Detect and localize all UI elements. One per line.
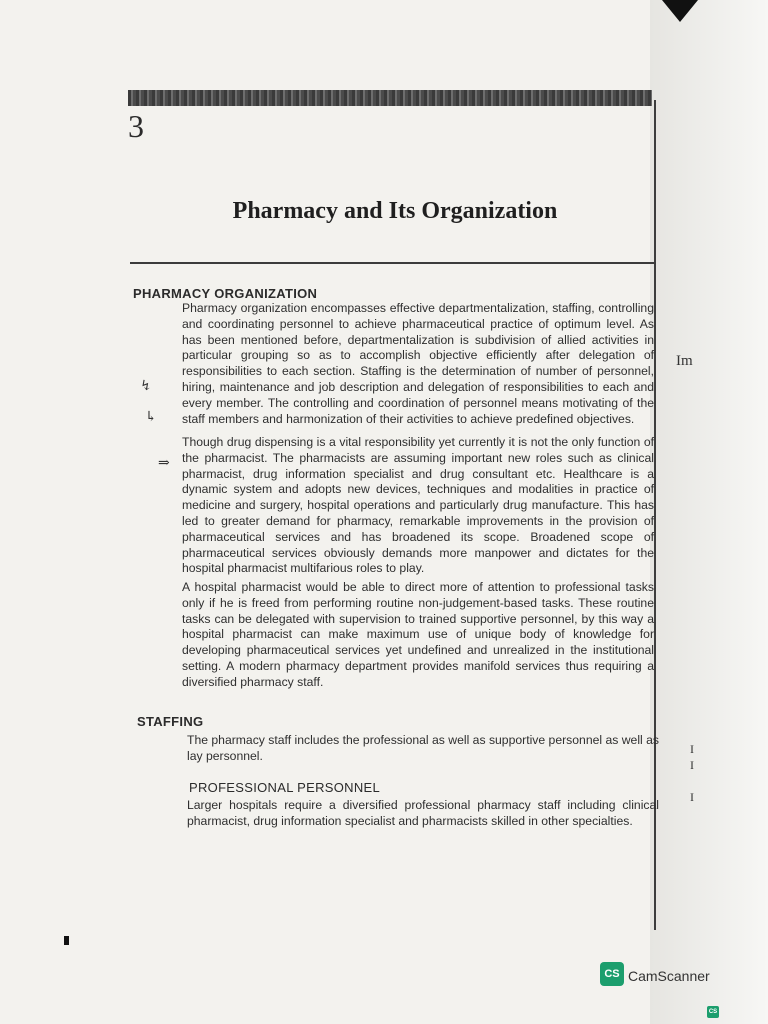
margin-tick-mark: I: [690, 790, 694, 804]
margin-tick-mark: I: [690, 742, 694, 756]
title-divider: [130, 262, 656, 264]
camscanner-small-logo-icon: CS: [707, 1006, 719, 1018]
paragraph-staffing: The pharmacy staff includes the professional as well as supportive personnel as well as lay personnel.: [187, 733, 659, 763]
paragraph-organization-3: A hospital pharmacist would be able to direct more of attention to professional tasks only if he is freed from performing routine non-judgement-based tasks. These routine tasks can be delegated with supervision to trained supportive personnel, by this way a hospital pharmacist can make maximum use of unique body of knowledge for developing pharmaceutical services yet undefined and unrealized in the institutional setting. A modern pharmacy department provides manifold services thus requiring a diversified pharmacy staff.: [182, 580, 654, 689]
camscanner-logo-icon: CS: [600, 962, 624, 986]
chapter-header-band: [128, 90, 652, 106]
subheading-professional-personnel: PROFESSIONAL PERSONNEL: [189, 780, 381, 795]
scan-artifact-mark: [64, 936, 69, 945]
paragraph-organization-2: Though drug dispensing is a vital responsibility yet currently it is not the only function of the pharmacist. The pharmacists are assuming important new roles such as clinical pharmacist, drug information specialist and drug consultant etc. Healthcare is a dynamic system and adopts new devices, techniques and modalities in practice of medicine and surgery, hospital operations and particularly drug manufacture. This has led to greater demand for pharmacy, remarkable improvements in the provision of pharmaceutical services and has broadened its scope. Broadened scope of pharmaceutical services obviously demands more manpower and dictates for the hospital pharmacist multifarious roles to play.: [182, 435, 654, 576]
chapter-number: 3: [128, 108, 144, 144]
arrow-annotation-icon: ↯: [140, 379, 152, 394]
margin-tick-mark: I: [690, 758, 694, 772]
paragraph-professional: Larger hospitals require a diversified professional pharmacy staff including clinical pharmacist, drug information specialist and pharmacists skilled in other specialties.: [187, 798, 659, 828]
section-heading-organization: PHARMACY ORGANIZATION: [133, 286, 318, 301]
arrow-annotation-icon: ↳: [145, 410, 157, 425]
arrow-annotation-icon: ⇒: [158, 456, 170, 471]
chapter-title: Pharmacy and Its Organization: [232, 198, 558, 224]
paragraph-organization-1: Pharmacy organization encompasses effective departmentalization, staffing, controlling and coordinating personnel to achieve pharmaceutical practice of optimum level. As has been mentioned before, departmentalization is subdivision of allied activities in particular grouping so as to accomplish objective efficiently after delegation of responsibilities to each section. Staffing is the determination of number of personnel, hiring, maintenance and job description and delegation of responsibilities to each and every member. The controlling and coordination of personnel means motivating of the staff members and harmonization of their activities to achieve predefined objectives.: [182, 301, 654, 426]
margin-handwritten-mark: Im: [676, 353, 693, 369]
page-corner: [662, 0, 698, 22]
page-fold-shadow: [650, 0, 768, 1024]
camscanner-watermark: CamScanner: [628, 968, 710, 984]
section-heading-staffing: STAFFING: [137, 714, 204, 729]
